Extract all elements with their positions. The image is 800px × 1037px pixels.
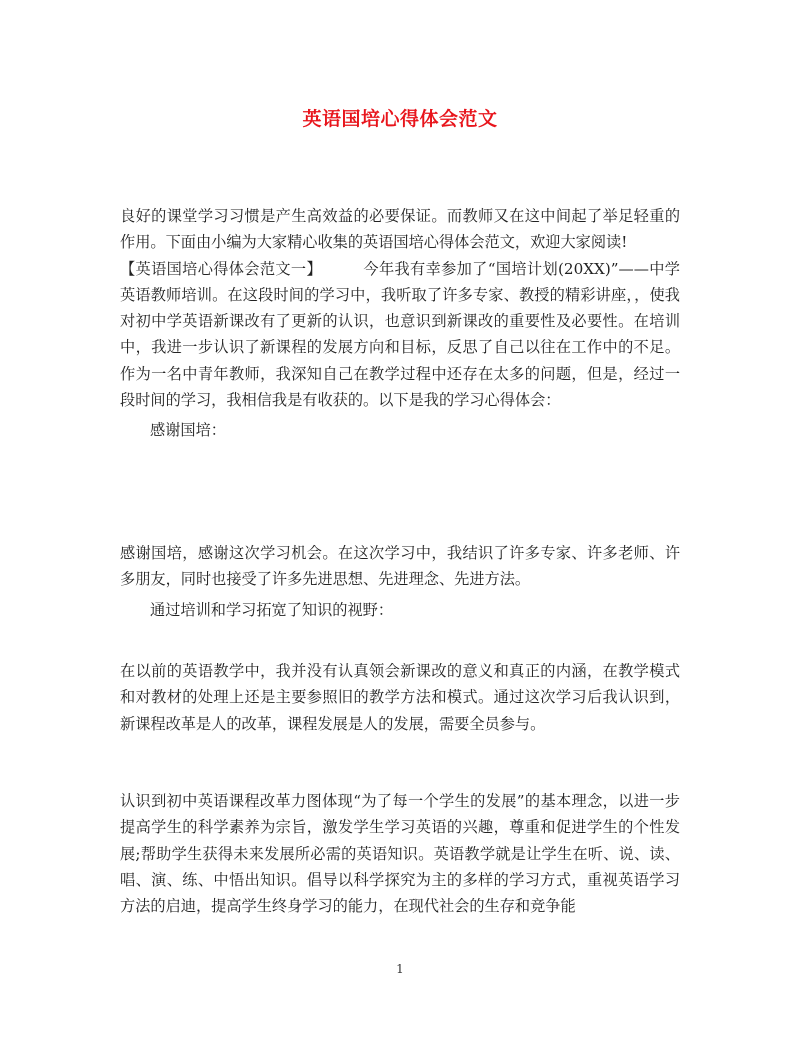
section1-paragraph: 【英语国培心得体会范文一】 今年我有幸参加了“国培计划(20XX)”——中学英语教师培训。在这段时间的学习中，我听取了许多专家、教授的精彩讲座，，使我对初中学英语新课改有了更新的认识，也意识到新课改的重要性及必要性。在培训中，我进一步认识了新课程的发展方向和目标，反思了自己以往在工作中的不足。作为一名中青年教师，我深知自己在教学过程中还存在太多的问题，但是，经过一段时间的学习，我相信我是有收获的。以下是我的学习心得体会： bbox=[120, 259, 680, 410]
document-title: 英语国培心得体会范文 bbox=[302, 108, 498, 130]
intro-paragraph: 良好的课堂学习习惯是产生高效益的必要保证。而教师又在这中间起了举足轻重的作用。下面由小编为大家精心收集的英语国培心得体会范文，欢迎大家阅读! bbox=[120, 207, 680, 252]
heading-horizon: 通过培训和学习拓宽了知识的视野： bbox=[150, 600, 393, 619]
concept-paragraph: 认识到初中英语课程改革力图体现“为了每一个学生的发展”的基本理念，以进一步提高学生的科学素养为宗旨，激发学生学习英语的兴趣，尊重和促进学生的个性发展;帮助学生获得未来发展所必需的英语知识。英语教学就是让学生在听、说、读、唱、演、练、中悟出知识。倡导以科学探究为主的多样的学习方式，重视英语学习方法的启迪，提高学生终身学习的能力，在现代社会的生存和竞争能 bbox=[120, 792, 680, 916]
body-text-block-3 bbox=[120, 658, 680, 737]
body-text-block-1 bbox=[120, 203, 680, 444]
thanks-paragraph: 感谢国培，感谢这次学习机会。在这次学习中，我结识了许多专家、许多老师、许多朋友，同时也接受了许多先进思想、先进理念、先进方法。 bbox=[120, 544, 680, 589]
heading-thanks: 感谢国培： bbox=[150, 421, 226, 440]
body-text-block-4 bbox=[120, 788, 680, 919]
body-text-block-2 bbox=[120, 540, 680, 623]
page-number: 1 bbox=[396, 962, 404, 976]
past-teaching-paragraph: 在以前的英语教学中，我并没有认真领会新课改的意义和真正的内涵，在教学模式和对教材的处理上还是主要参照旧的教学方法和模式。通过这次学习后我认识到，新课程改革是人的改革，课程发展是人的发展，需要全员参与。 bbox=[120, 662, 680, 733]
